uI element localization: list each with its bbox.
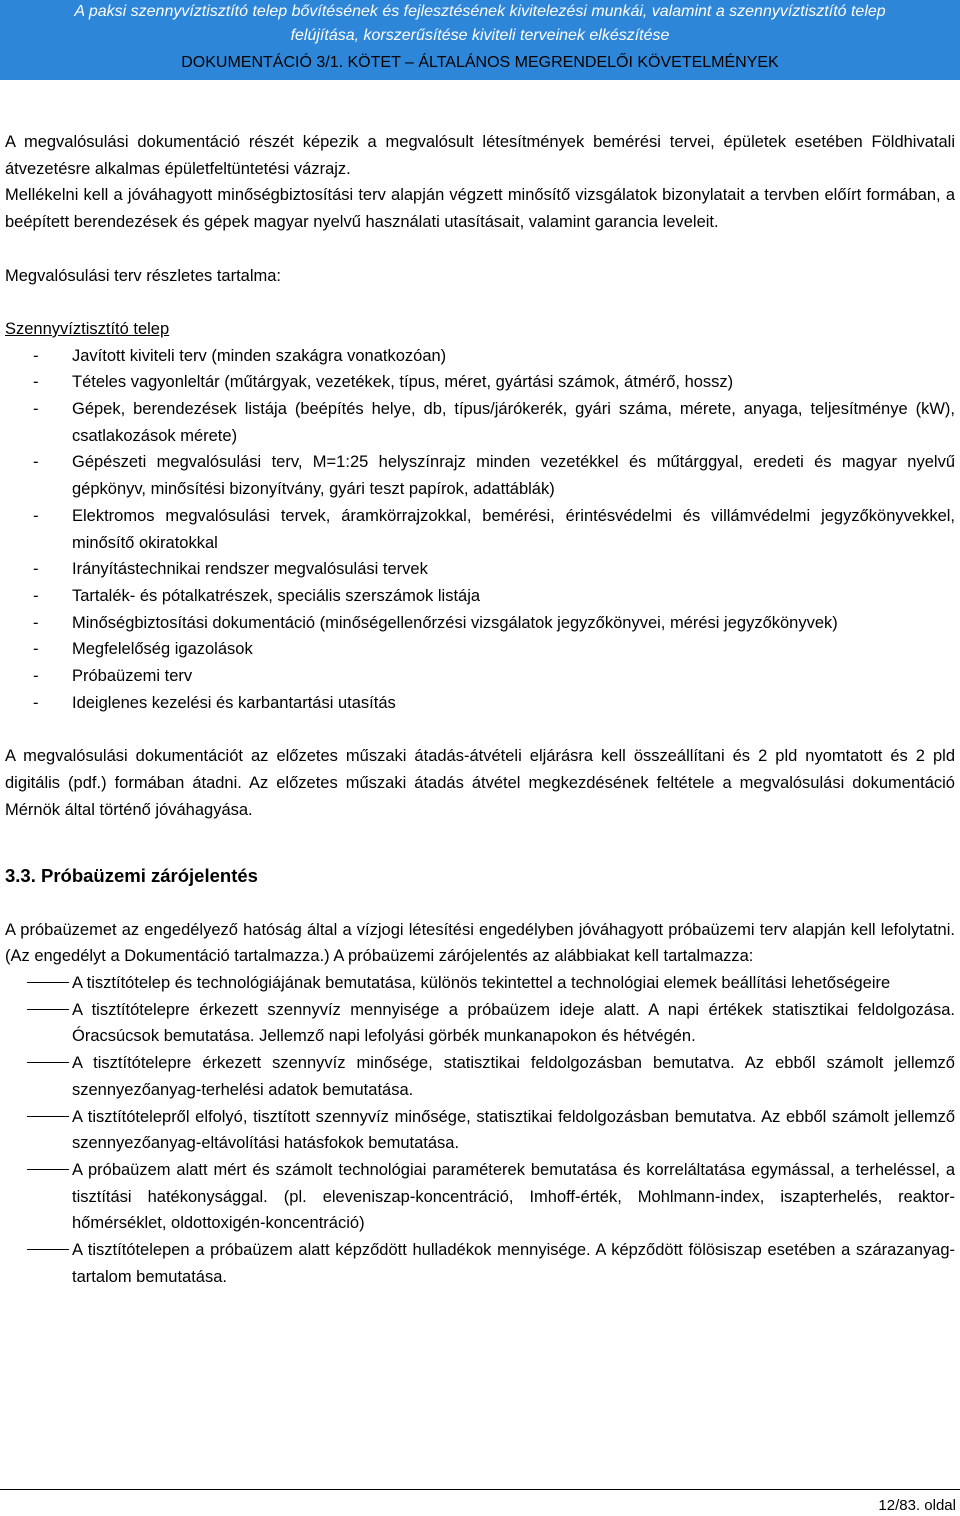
dash-marker <box>27 1116 69 1117</box>
list-item-text: Gépek, berendezések listája (beépítés helye, db, típus/járókerék, gyári száma, mérete, anyaga, teljesítménye (kW), csatlakozások mérete) <box>72 400 955 445</box>
page-content <box>5 129 955 1290</box>
dash-marker <box>27 1062 69 1063</box>
list-item-text: Gépészeti megvalósulási terv, M=1:25 helyszínrajz minden vezetékkel és műtárggyal, eredeti és magyar nyelvű gépkönyv, minősítési bizonyítvány, gyári teszt papírok, adattáblák) <box>72 453 955 499</box>
list-item <box>5 636 955 663</box>
list-item <box>5 556 955 583</box>
list-item-text: A tisztítótelepen a próbaüzem alatt képződött hulladékok mennyisége. A képződött fölösiszap esetében a szárazanyag-tartalom bemutatása. <box>72 1241 955 1286</box>
header-title-line-2: felújítása, korszerűsítése kiviteli terveinek elkészítése <box>290 27 670 44</box>
header-document-volume: DOKUMENTÁCIÓ 3/1. KÖTET – ÁLTALÁNOS MEGRENDELŐI KÖVETELMÉNYEK <box>181 54 779 71</box>
list-marker: - <box>33 400 39 418</box>
list-item-text: Irányítástechnikai rendszer megvalósulási tervek <box>72 560 428 579</box>
intro-paragraph-1: A megvalósulási dokumentáció részét képezik a megvalósult létesítmények bemérési tervei, épületek esetében Földhivatali átvezetésre alkalmas épületfeltüntetési vázrajz. <box>5 133 955 178</box>
page-footer <box>0 1489 960 1514</box>
subheading: Szennyvíztisztító telep <box>5 319 170 338</box>
section-intro: A próbaüzemet az engedélyező hatóság által a vízjogi létesítési engedélyben jóváhagyott próbaüzemi terv alapján kell lefolytatni. (Az engedélyt a Dokumentáció tartalmazza.) A próbaüzemi zárójelentés az alábbiakat kell tartalmazza: <box>5 920 955 966</box>
list-item-text: Javított kiviteli terv (minden szakágra vonatkozóan) <box>72 346 447 365</box>
list-item <box>5 1157 955 1237</box>
list-item-text: A tisztítótelepre érkezett szennyvíz mennyisége a próbaüzem ideje alatt. A napi értékek statisztikai feldolgozása. Óracsúcsok bemutatása. Jellemző napi lefolyási görbék munkanapokon és hétvégén. <box>72 1000 955 1046</box>
header-title-line-1: A paksi szennyvíztisztító telep bővítésének és fejlesztésének kivitelezési munkái, valamint a szennyvíztisztító telep <box>74 3 886 20</box>
list-item <box>5 1050 955 1103</box>
list-item-text: Tételes vagyonleltár (műtárgyak, vezetékek, típus, méret, gyártási számok, átmérő, hossz) <box>72 373 734 392</box>
list-marker: - <box>33 586 39 605</box>
list-item-text: A próbaüzem alatt mért és számolt technológiai paraméterek bemutatása és korreláltatása egymással, a terheléssel, a tisztítási hatékonysággal. (pl. eleveniszap-koncentráció, Imhoff-érték, Mohlmann-index, iszapterhelés, reaktor-hőmérséklet, oldottoxigén-koncentráció) <box>72 1160 955 1233</box>
list-marker: - <box>33 346 39 365</box>
dash-marker <box>27 982 69 983</box>
list-item <box>5 997 955 1050</box>
list-marker: - <box>33 506 39 525</box>
list-item-text: A tisztítótelepről elfolyó, tisztított szennyvíz minősége, statisztikai feldolgozásban bemutatva. Az ebből számolt jellemző szennyezőanyag-eltávolítási hatásfokok bemutatása. <box>72 1107 955 1153</box>
list-item-text: A tisztítótelepre érkezett szennyvíz minősége, statisztikai feldolgozásban bemutatva. Az ebből számolt jellemző szennyezőanyag-terhelési adatok bemutatása. <box>72 1054 955 1099</box>
list-marker: - <box>33 667 39 686</box>
list-item-text: Próbaüzemi terv <box>72 667 193 686</box>
list-item <box>5 970 955 997</box>
list-item <box>5 1237 955 1290</box>
list-marker: - <box>33 640 39 659</box>
list-item <box>5 396 955 449</box>
dash-marker <box>27 1249 69 1250</box>
list-item-text: Elektromos megvalósulási tervek, áramkörrajzokkal, bemérési, érintésvédelmi és villámvédelmi jegyzőkönyvekkel, minősítő okiratokkal <box>72 506 955 552</box>
section-title: 3.3. Próbaüzemi zárójelentés <box>5 865 258 887</box>
list-item <box>5 503 955 556</box>
dash-marker <box>27 1009 69 1010</box>
list-item <box>5 369 955 396</box>
intro-paragraph-2: Mellékelni kell a jóváhagyott minőségbiztosítási terv alapján végzett minősítő vizsgálatok bizonylatait a tervben előírt formában, a beépített berendezések és gépek magyar nyelvű használati utasításait, valamint garancia leveleit. <box>5 186 955 232</box>
list-item <box>5 343 955 370</box>
list-item-text: A tisztítótelep és technológiájának bemutatása, különös tekintettel a technológiai elemek beállítási lehetőségeire <box>72 974 891 993</box>
list-item <box>5 1104 955 1157</box>
list-item <box>5 663 955 690</box>
list-item-text: Megfelelőség igazolások <box>72 640 253 659</box>
list-item-text: Ideiglenes kezelési és karbantartási utasítás <box>72 693 396 712</box>
list-item <box>5 690 955 717</box>
closing-paragraph: A megvalósulási dokumentációt az előzetes műszaki átadás-átvételi eljárásra kell összeállítani és 2 pld nyomtatott és 2 pld digitális (pdf.) formában átadni. Az előzetes műszaki átadás átvétel megkezdésének feltétele a megvalósulási dokumentáció Mérnök által történő jóváhagyása. <box>5 747 955 819</box>
list-marker: - <box>33 613 39 632</box>
list-marker: - <box>33 373 39 392</box>
dash-marker <box>27 1169 69 1170</box>
deliverables-list <box>5 343 955 717</box>
page-header <box>0 0 960 80</box>
page-number: 12/83. oldal <box>878 1497 956 1514</box>
list-marker: - <box>33 693 39 712</box>
report-contents-list <box>5 970 955 1290</box>
list-item-text: Tartalék- és pótalkatrészek, speciális szerszámok listája <box>72 586 481 605</box>
list-item <box>5 610 955 637</box>
list-marker: - <box>33 560 39 579</box>
list-item-text: Minőségbiztosítási dokumentáció (minőségellenőrzési vizsgálatok jegyzőkönyvei, mérési jegyzőkönyvek) <box>72 613 838 632</box>
list-item <box>5 449 955 502</box>
list-item <box>5 583 955 610</box>
list-marker: - <box>33 453 39 472</box>
content-heading: Megvalósulási terv részletes tartalma: <box>5 266 282 285</box>
